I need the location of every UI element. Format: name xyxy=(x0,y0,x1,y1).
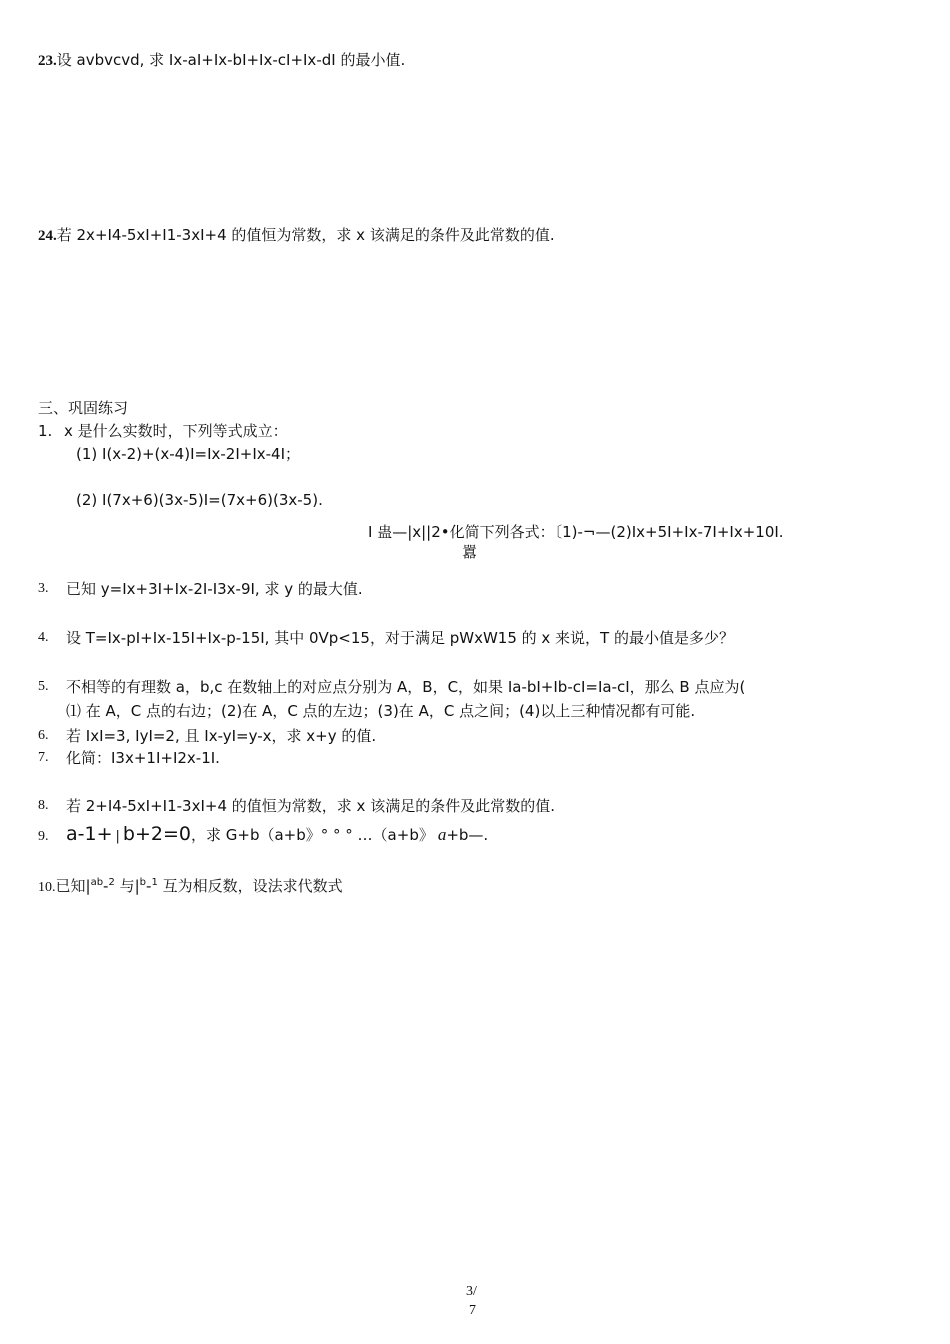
item-1-text: x 是什么实数时，下列等式成立： xyxy=(64,422,288,440)
item-1-sub-1: (1) I(x-2)+(x-4)I=Ix-2I+Ix-4I； xyxy=(76,445,301,463)
item-9-text xyxy=(66,824,488,847)
item-10-number: 10. xyxy=(38,880,56,895)
item-2-text: I 蛊—|x||2•化简下列各式：〔1)-¬—(2)Ix+5I+Ix-7I+Ix+10I. xyxy=(368,523,784,541)
section-title: 三、巩固练习 xyxy=(38,399,129,417)
item-4-number: 4. xyxy=(38,630,49,645)
item-8-number: 8. xyxy=(38,798,49,813)
question-text: 设 avbvcvd, 求 Ix-aI+Ix-bI+Ix-cI+Ix-dI 的最小值. xyxy=(56,51,406,69)
item-10-text: 互为相反数，设法求代数式 xyxy=(157,877,343,895)
item-3-text: 已知 y=Ix+3I+Ix-2I-I3x-9I, 求 y 的最大值. xyxy=(66,580,363,598)
question-number: 23. xyxy=(38,53,57,69)
formula-part: a-1+ xyxy=(66,823,113,845)
question-24 xyxy=(38,225,555,246)
item-7-number: 7. xyxy=(38,750,49,765)
question-23 xyxy=(38,50,405,71)
item-2-tail: 囂 xyxy=(462,543,478,561)
formula-part: +b—. xyxy=(446,826,489,844)
item-3-number: 3. xyxy=(38,581,49,596)
question-number: 24. xyxy=(38,228,57,244)
superscript: 2 xyxy=(108,877,115,888)
item-8-text: 若 2+I4-5xI+I1-3xI+4 的值恒为常数，求 x 该满足的条件及此常数的值. xyxy=(66,797,555,815)
abs-bar: | xyxy=(115,829,120,844)
page-number-bottom: 7 xyxy=(469,1303,476,1318)
formula-part: a xyxy=(437,825,447,844)
item-10-text: - xyxy=(146,877,152,895)
item-10-text: - xyxy=(103,877,109,895)
item-6-text: 若 IxI=3, IyI=2, 且 Ix-yI=y-x，求 x+y 的值. xyxy=(66,727,377,745)
item-10-text: 已知| xyxy=(55,877,91,895)
item-9-number: 9. xyxy=(38,829,49,844)
item-10-text: 与| xyxy=(114,877,140,895)
item-5-number: 5. xyxy=(38,679,49,694)
question-text: 若 2x+I4-5xI+I1-3xI+4 的值恒为常数，求 x 该满足的条件及此常数的值. xyxy=(56,226,555,244)
item-5-text: 不相等的有理数 a，b,c 在数轴上的对应点分别为 A，B，C，如果 Ia-bI+Ib-cI=Ia-cI，那么 B 点应为( xyxy=(66,678,746,696)
item-5-options: ⑴ 在 A，C 点的右边；(2)在 A，C 点的左边；(3)在 A，C 点之间；(4)以上三种情况都有可能. xyxy=(66,702,696,720)
formula-part: ，求 G+b（a+b》° ° ° …（a+b》 xyxy=(190,826,434,844)
item-10 xyxy=(38,873,343,898)
superscript: 1 xyxy=(151,877,158,888)
item-6-number: 6. xyxy=(38,728,49,743)
item-7-text: 化简：I3x+1I+I2x-1I. xyxy=(66,749,220,767)
superscript: b xyxy=(139,877,147,888)
superscript: ab xyxy=(90,877,104,888)
item-1-number: 1. xyxy=(38,422,53,440)
item-1-sub-2: (2) I(7x+6)(3x-5)I=(7x+6)(3x-5). xyxy=(76,491,323,509)
formula-part: b+2=0 xyxy=(122,823,191,845)
item-4-text: 设 T=Ix-pI+Ix-15I+Ix-p-15I, 其中 0Vp<15，对于满足 pWxW15 的 x 来说，T 的最小值是多少？ xyxy=(66,629,734,647)
page-number-top: 3/ xyxy=(466,1284,477,1299)
